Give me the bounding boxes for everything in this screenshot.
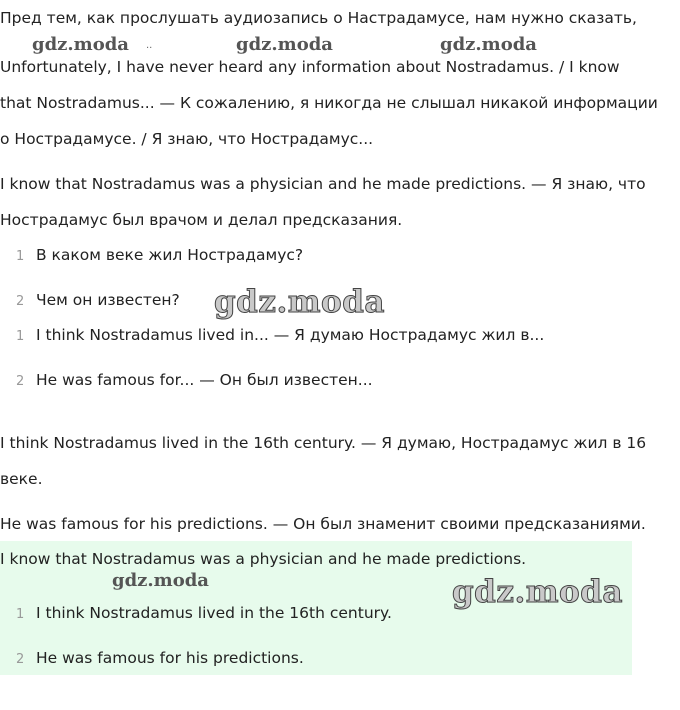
list-item-text: He was famous for... — Он был известен... [36,371,373,389]
list-item [16,602,392,626]
list-number: 2 [16,652,25,667]
list-item [16,289,180,313]
watermark: gdz.moda [112,570,209,591]
list-item [16,647,304,671]
list-item-text: Чем он известен? [36,291,180,309]
list-number: 1 [16,329,25,344]
intro-line-4: о Нострадамусе. / Я знаю, что Нострадамус... [0,130,374,148]
list-number: 2 [16,294,25,309]
answer-block-line-1: I know that Nostradamus was a physician and he made predictions. [0,550,527,568]
para3-line-2: веке. [0,470,43,488]
para2-line-1: I know that Nostradamus was a physician and he made predictions. — Я знаю, что [0,175,646,193]
list-item [16,324,544,348]
watermark: gdz.moda [32,34,129,55]
watermark: gdz.moda [214,284,385,320]
watermark: gdz.moda [236,34,333,55]
intro-line-3: that Nostradamus... — К сожалению, я никогда не слышал никакой информации [0,94,658,112]
list-item [16,244,303,268]
list-number: 1 [16,607,25,622]
list-item-text: В каком веке жил Нострадамус? [36,246,304,264]
watermark: gdz.moda [452,574,623,610]
list-number: 2 [16,374,25,389]
para3-line-1: I think Nostradamus lived in the 16th century. — Я думаю, Нострадамус жил в 16 [0,434,647,452]
intro-line-2: Unfortunately, I have never heard any information about Nostradamus. / I know [0,58,620,76]
para4-line-1: He was famous for his predictions. — Он был знаменит своими предсказаниями. [0,515,646,533]
watermark-dots: .. [146,40,153,51]
list-item-text: He was famous for his predictions. [36,649,304,667]
list-number: 1 [16,249,25,264]
watermark: gdz.moda [440,34,537,55]
list-item-text: I think Nostradamus lived in... — Я думаю Нострадамус жил в... [36,326,545,344]
para2-line-2: Нострадамус был врачом и делал предсказания. [0,211,403,229]
intro-line-1: Пред тем, как прослушать аудиозапись о Настрадамусе, нам нужно сказать, [0,9,637,27]
list-item-text: I think Nostradamus lived in the 16th century. [36,604,392,622]
list-item [16,369,373,393]
